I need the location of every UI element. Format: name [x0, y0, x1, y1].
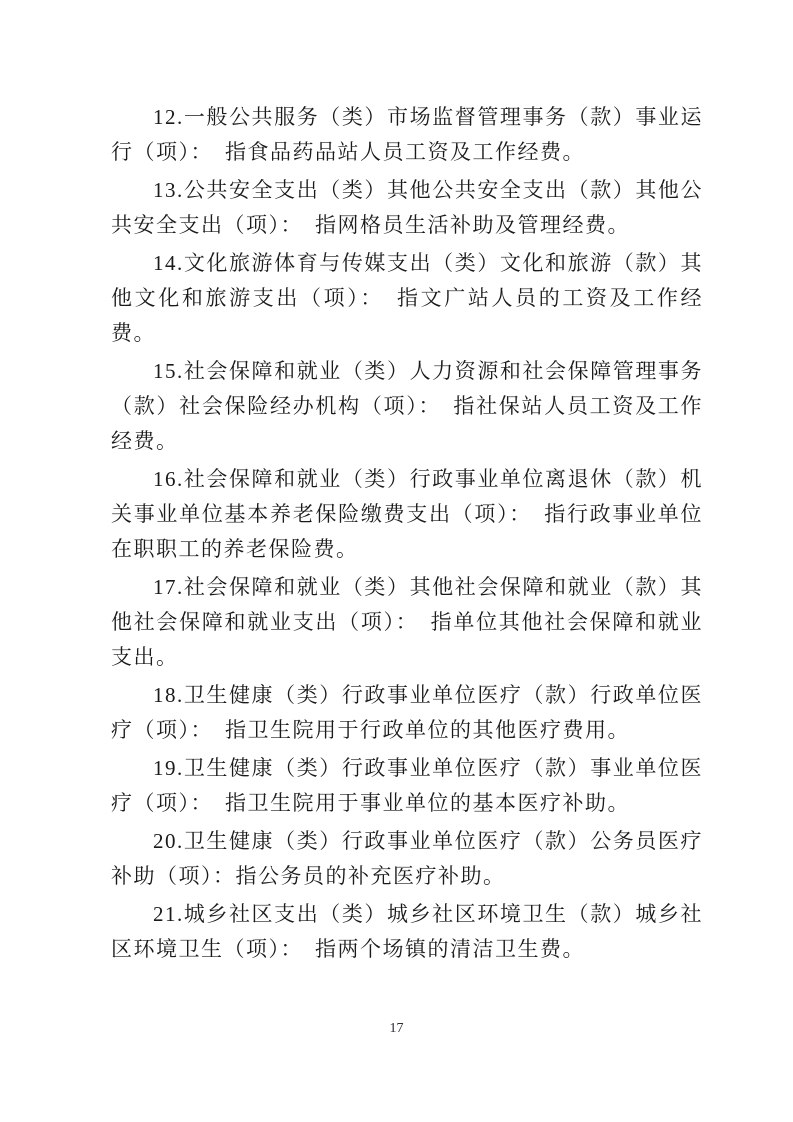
paragraph-item-15: 15.社会保障和就业（类）人力资源和社会保障管理事务（款）社会保险经办机构（项）： 指社保站人员工资及工作经费。 — [111, 359, 703, 453]
paragraph-item-14: 14.文化旅游体育与传媒支出（类）文化和旅游（款）其他文化和旅游支出（项）： 指文广站人员的工资及工作经费。 — [111, 251, 703, 345]
page-number: 17 — [389, 1021, 404, 1036]
document-body — [111, 100, 703, 970]
paragraph-item-17: 17.社会保障和就业（类）其他社会保障和就业（款）其他社会保障和就业支出（项）： 指单位其他社会保障和就业支出。 — [111, 575, 703, 669]
paragraph-item-21: 21.城乡社区支出（类）城乡社区环境卫生（款）城乡社区环境卫生（项）： 指两个场镇的清洁卫生费。 — [111, 902, 703, 961]
paragraph-item-12: 12.一般公共服务（类）市场监督管理事务（款）事业运行（项）： 指食品药品站人员工资及工作经费。 — [111, 105, 703, 164]
paragraph-item-16: 16.社会保障和就业（类）行政事业单位离退休（款）机关事业单位基本养老保险缴费支出（项）： 指行政事业单位在职职工的养老保险费。 — [111, 467, 703, 561]
paragraph-item-20: 20.卫生健康（类）行政事业单位医疗（款）公务员医疗补助（项）：指公务员的补充医疗补助。 — [111, 829, 703, 888]
paragraph-item-19: 19.卫生健康（类）行政事业单位医疗（款）事业单位医疗（项）： 指卫生院用于事业单位的基本医疗补助。 — [111, 756, 703, 815]
paragraph-item-13: 13.公共安全支出（类）其他公共安全支出（款）其他公共安全支出（项）： 指网格员生活补助及管理经费。 — [111, 178, 703, 237]
paragraph-item-18: 18.卫生健康（类）行政事业单位医疗（款）行政单位医疗（项）： 指卫生院用于行政单位的其他医疗费用。 — [111, 683, 703, 742]
